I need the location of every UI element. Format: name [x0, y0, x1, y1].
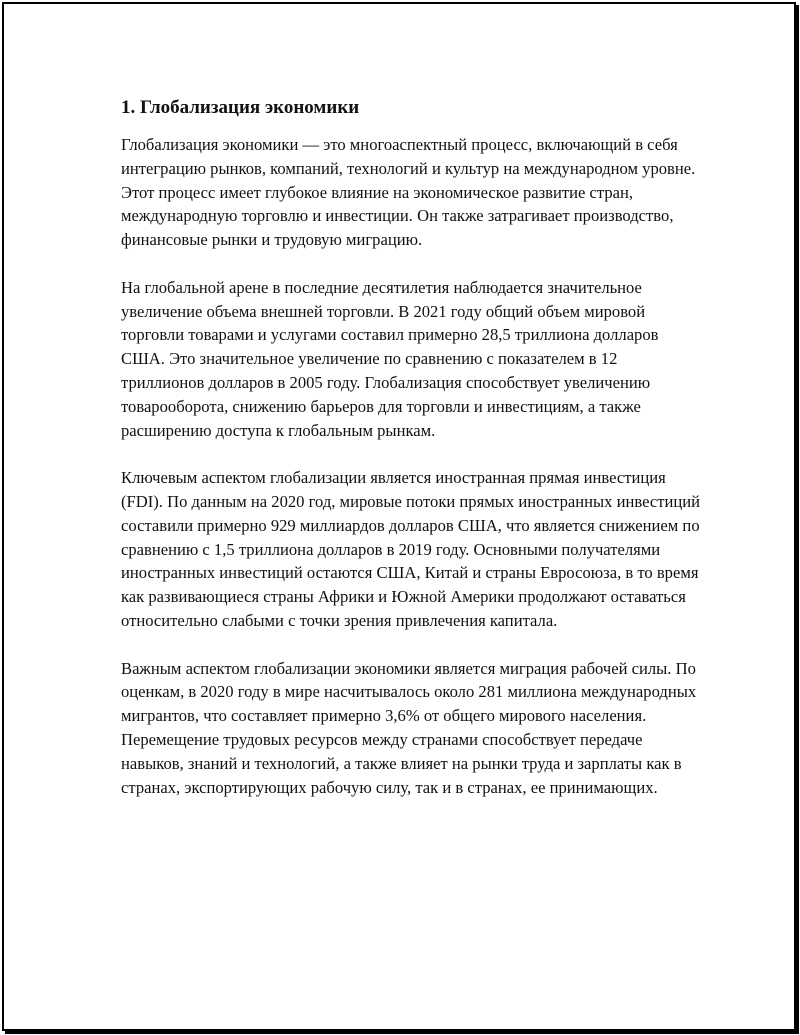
paragraph-fdi: Ключевым аспектом глобализации является иностранная прямая инвестиция (FDI). По данным на 2020 год, мировые потоки прямых иностранных инвестиций составили примерно 929 миллиардов долларов США, что является снижением по сравнению с 1,5 триллиона долларов в 2019 году. Основными получателями иностранных инвестиций остаются США, Китай и страны Евросоюза, в то время как развивающиеся страны Африки и Южной Америки продолжают оставаться относительно слабыми с точки зрения привлечения капитала.	[121, 468, 701, 630]
paragraph-intro: Глобализация экономики — это многоаспектный процесс, включающий в себя интеграцию рынков, компаний, технологий и культур на международном уровне. Этот процесс имеет глубокое влияние на экономическое развитие стран, международную торговлю и инвестиции. Он также затрагивает производство, финансовые рынки и трудовую миграцию.	[121, 135, 696, 250]
paragraph-migration: Важным аспектом глобализации экономики является миграция рабочей силы. По оценкам, в 2020 году в мире насчитывалось около 281 миллиона международных мигрантов, что составляет примерно 3,6% от общего мирового населения. Перемещение трудовых ресурсов между странами способствует передаче навыков, знаний и технологий, а также влияет на рынки труда и зарплаты как в странах, экспортирующих рабочую силу, так и в странах, ее принимающих.	[121, 658, 697, 797]
document-page	[2, 2, 796, 1031]
section-heading: 1. Глобализация экономики	[121, 97, 360, 118]
document-content	[121, 96, 701, 823]
paragraph-trade: На глобальной арене в последние десятилетия наблюдается значительное увеличение объема внешней торговли. В 2021 году общий объем мировой торговли товарами и услугами составил примерно 28,5 триллиона долларов США. Это значительное увеличение по сравнению с показателем в 12 триллионов долларов в 2005 году. Глобализация способствует увеличению товарооборота, снижению барьеров для торговли и инвестициям, а также расширению доступа к глобальным рынкам.	[121, 277, 659, 440]
